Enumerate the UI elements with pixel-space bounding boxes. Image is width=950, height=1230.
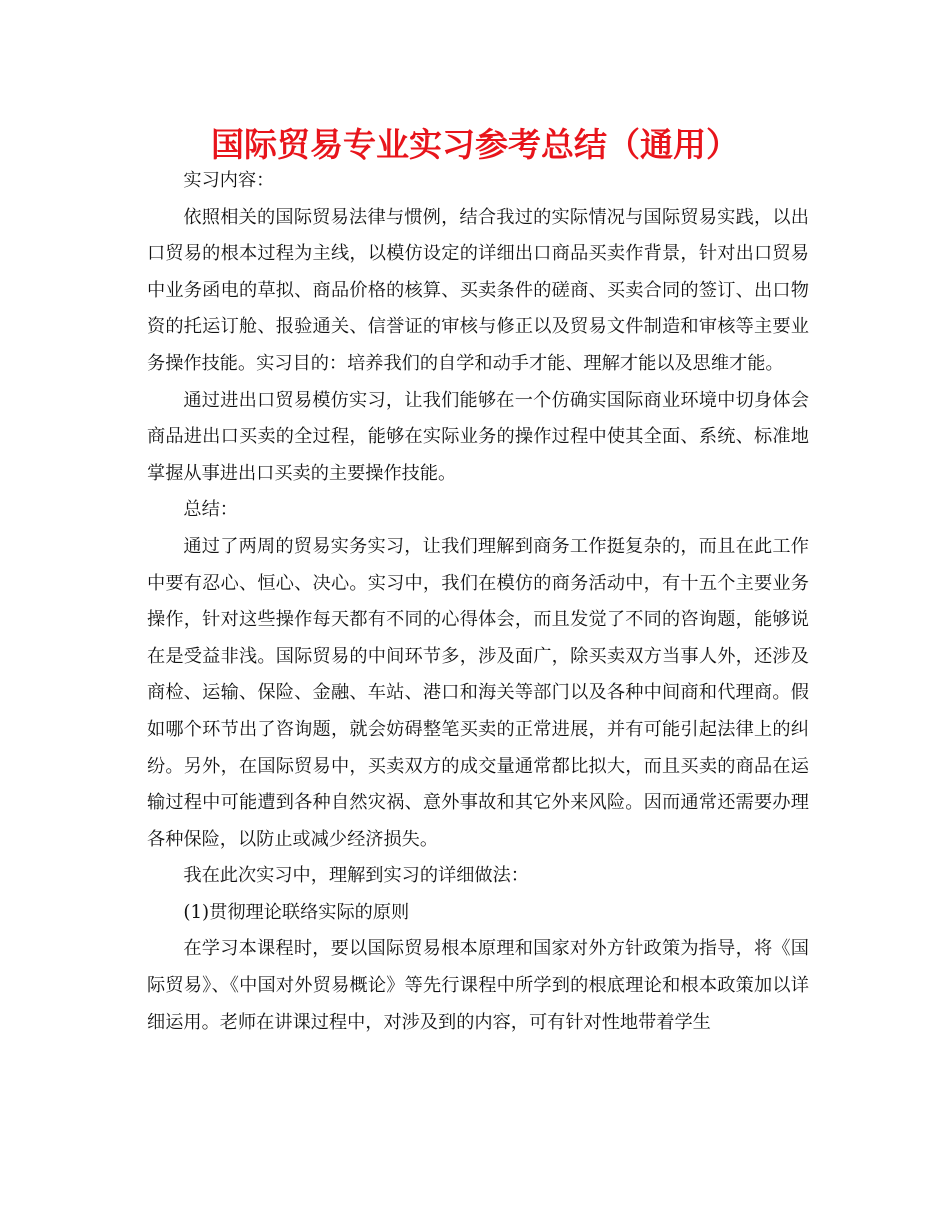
paragraph-summary: 通过了两周的贸易实务实习，让我们理解到商务工作挺复杂的，而且在此工作中要有忍心、恒心、决心。实习中，我们在模仿的商务活动中，有十五个主要业务操作，针对这些操作每天都有不同的心得体会，而且发觉了不同的咨询题，能够说在是受益非浅。国际贸易的中间环节多，涉及面广，除买卖双方当事人外，还涉及商检、运输、保险、金融、车站、港口和海关等部门以及各种中间商和代理商。假如哪个环节出了咨询题，就会妨碍整笔买卖的正常进展，并有可能引起法律上的纠纷。另外，在国际贸易中，买卖双方的成交量通常都比拟大，而且买卖的商品在运输过程中可能遭到各种自然灾祸、意外事故和其它外来风险。因而通常还需要办理各种保险，以防止或减少经济损失。 xyxy=(147,535,809,850)
paragraph-internship-content: 依照相关的国际贸易法律与惯例，结合我过的实际情况与国际贸易实践，以出口贸易的根本过程为主线，以模仿设定的详细出口商品买卖作背景，针对出口贸易中业务函电的草拟、商品价格的核算、买卖条件的磋商、买卖合同的签订、出口物资的托运订舱、报验通关、信誉证的审核与修正以及贸易文件制造和审核等主要业务操作技能。实习目的：培养我们的自学和动手才能、理解才能以及思维才能。 xyxy=(147,206,809,374)
paragraph-principle-heading: (1)贯彻理论联络实际的原则 xyxy=(183,901,410,923)
document-title: 国际贸易专业实习参考总结（通用） xyxy=(211,125,739,164)
paragraph-principle-body: 在学习本课程时，要以国际贸易根本原理和国家对外方针政策为指导，将《国际贸易》、《中国对外贸易概论》等先行课程中所学到的根底理论和根本政策加以详细运用。老师在讲课过程中，对涉及到的内容，可有针对性地带着学生 xyxy=(147,938,809,1033)
paragraph-summary-heading: 总结： xyxy=(183,499,238,521)
paragraph-simulation-practice: 通过进出口贸易模仿实习，让我们能够在一个仿确实国际商业环境中切身体会商品进出口买卖的全过程，能够在实际业务的操作过程中使其全面、系统、标准地掌握从事进出口买卖的主要操作技能。 xyxy=(147,389,809,484)
paragraph-internship-content-heading: 实习内容： xyxy=(183,170,275,191)
document-body xyxy=(147,163,809,1041)
paragraph-methods-intro: 我在此次实习中，理解到实习的详细做法： xyxy=(183,865,529,887)
